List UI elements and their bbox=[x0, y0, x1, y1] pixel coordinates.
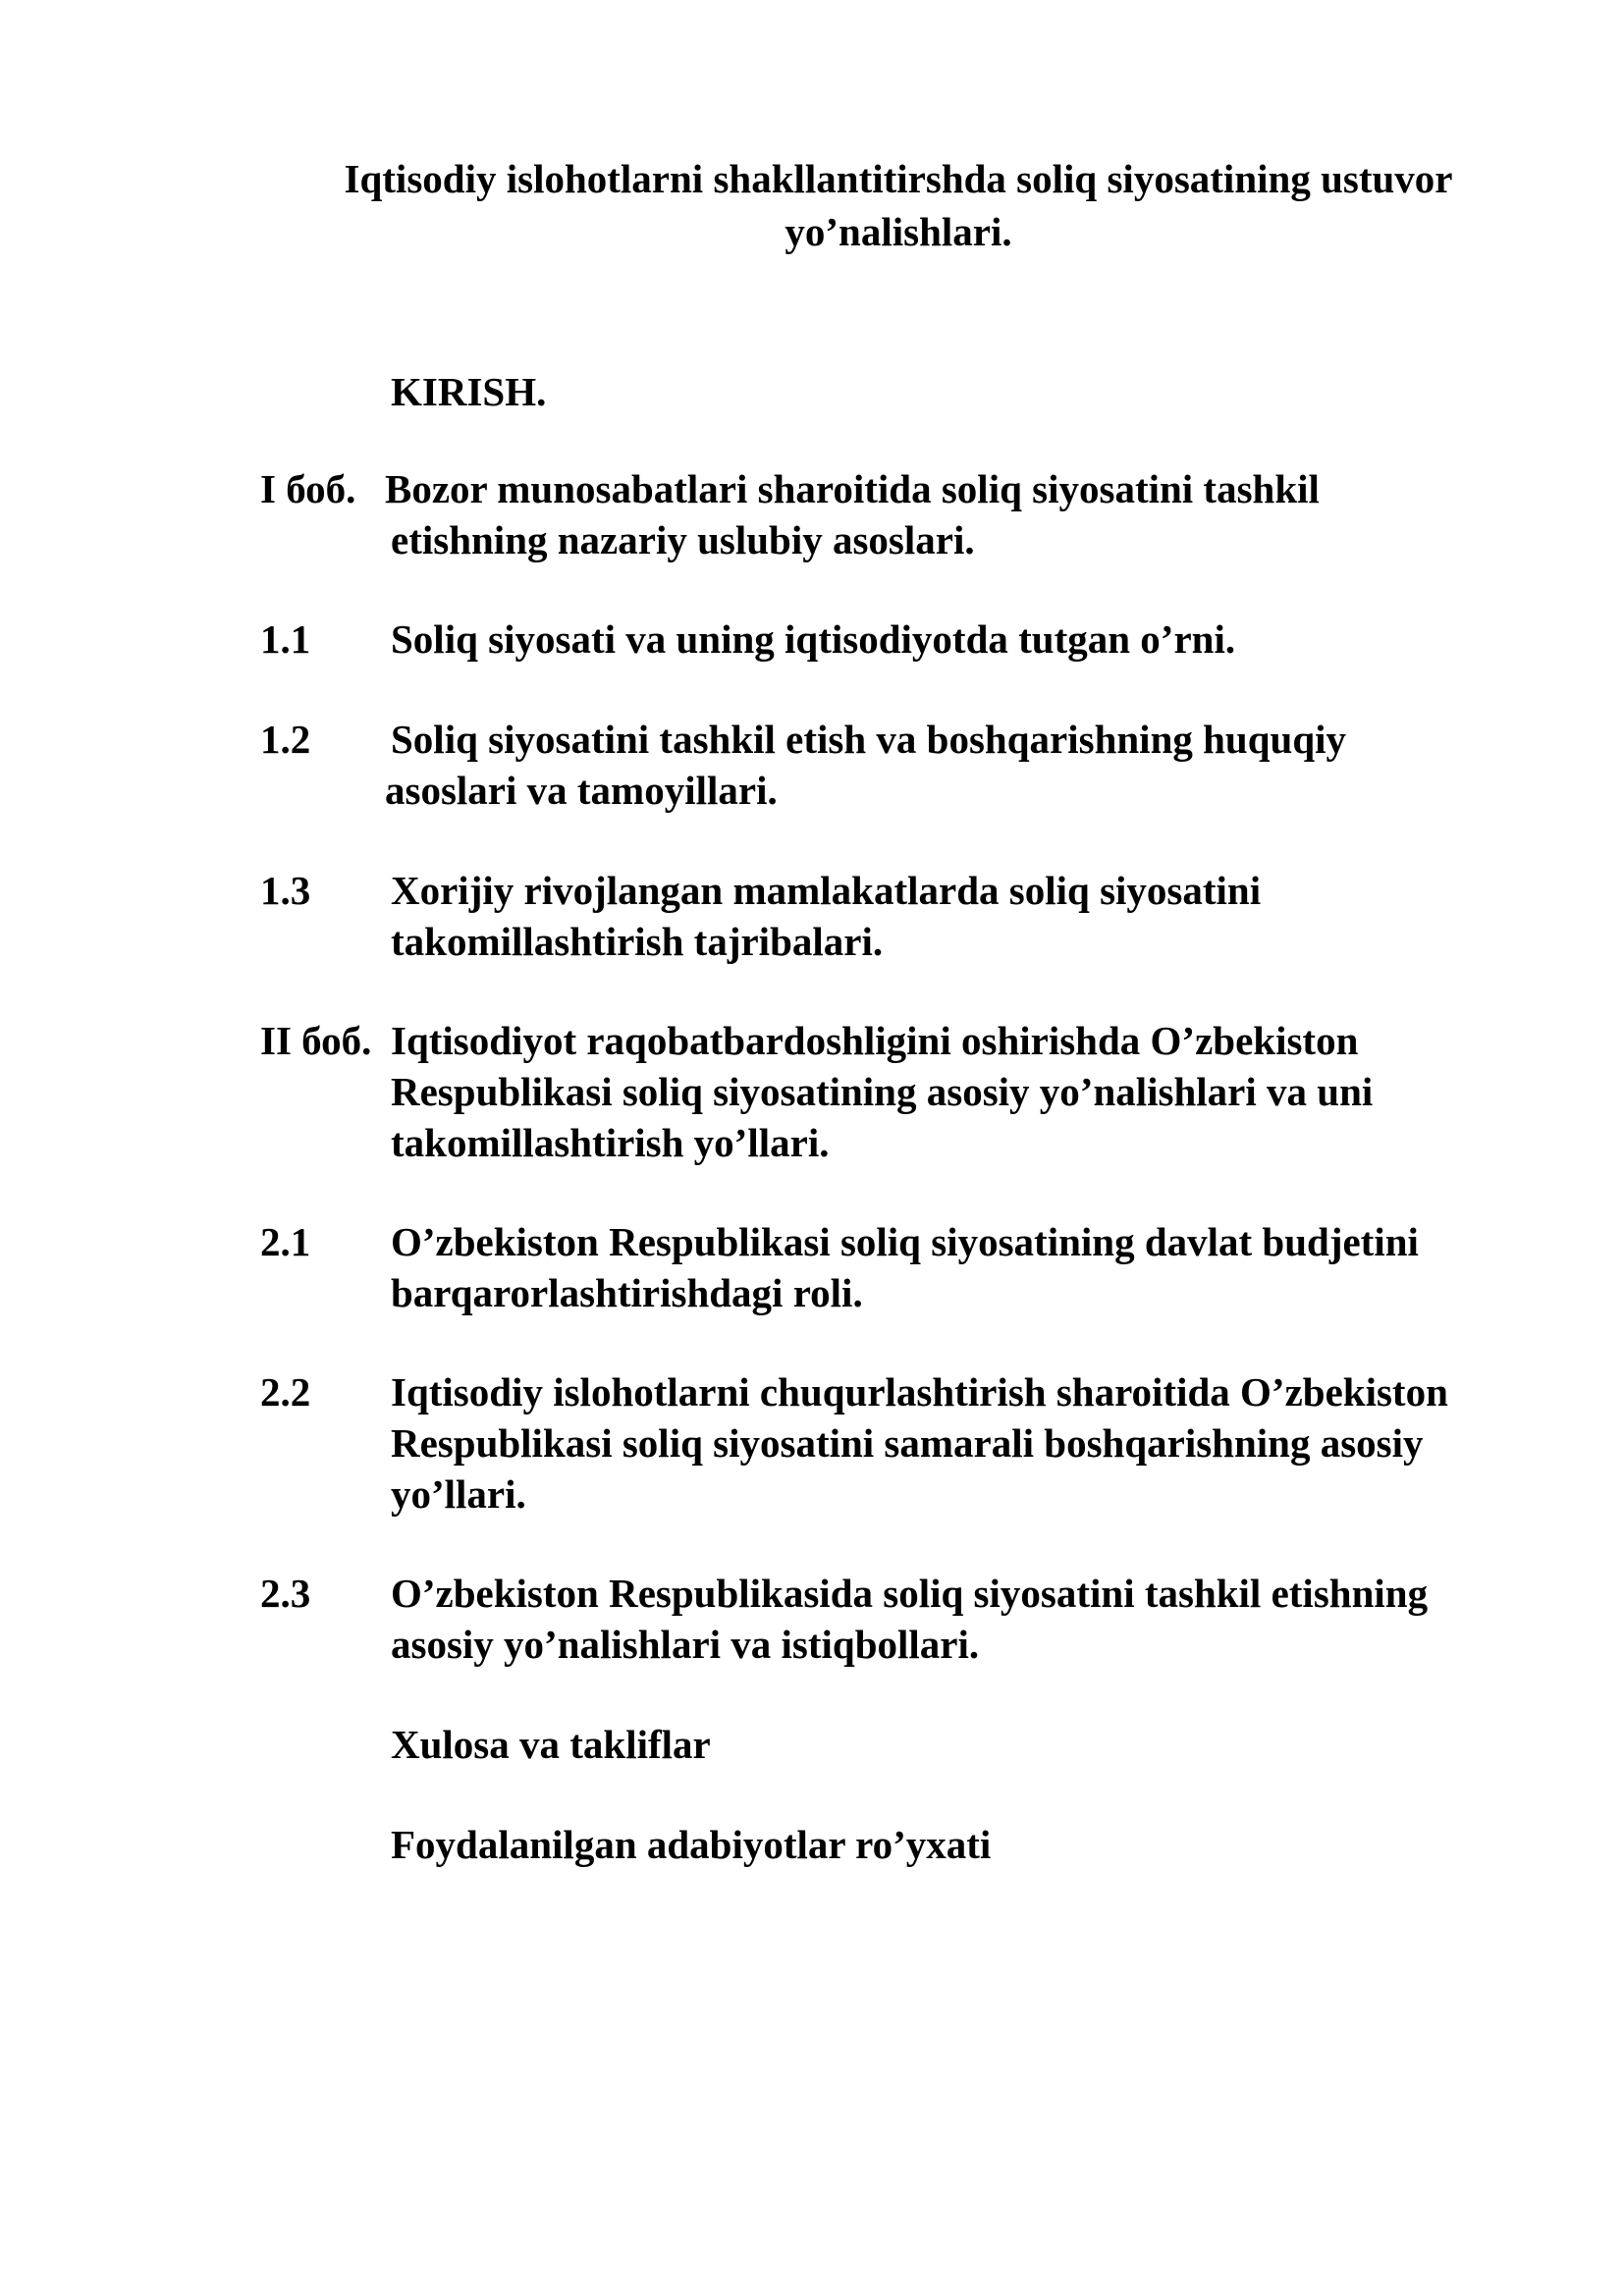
toc-section-2-3-line-1: O’zbekiston Respublikasida soliq siyosatini tashkil etishning bbox=[391, 1571, 1429, 1616]
toc-chapter-2-line-1: Iqtisodiyot raqobatbardoshligini oshirishda O’zbekiston bbox=[391, 1018, 1359, 1063]
toc-section-1-3-number: 1.3 bbox=[260, 868, 311, 913]
toc-section-2-3-number: 2.3 bbox=[260, 1571, 311, 1616]
toc-conclusion-text: Xulosa va takliflar bbox=[391, 1722, 711, 1767]
toc-section-2-1-number: 2.1 bbox=[260, 1219, 311, 1264]
toc-section-2-1-line-2: barqarorlashtirishdagi roli. bbox=[391, 1270, 863, 1315]
toc-section-2-1-line-1: O’zbekiston Respublikasi soliq siyosatining davlat budjetini bbox=[391, 1219, 1419, 1264]
title-line-2: yo’nalishlari. bbox=[784, 209, 1012, 254]
toc-section-2-2-line-1: Iqtisodiy islohotlarni chuqurlashtirish sharoitida O’zbekiston bbox=[391, 1369, 1448, 1415]
toc-section-2-3-text bbox=[391, 1568, 1566, 1670]
toc-section-2-2-line-3: yo’llari. bbox=[391, 1471, 526, 1517]
toc-section-2-3-line-2: asosiy yo’nalishlari va istiqbollari. bbox=[391, 1622, 980, 1667]
toc-intro-text: KIRISH. bbox=[391, 369, 547, 414]
title-line-1: Iqtisodiy islohotlarni shakllantitirshda soliq siyosatining ustuvor bbox=[344, 156, 1453, 201]
toc-section-1-2-line-2: asoslari va tamoyillari. bbox=[385, 768, 778, 813]
toc-section-1-2-line-1: Soliq siyosatini tashkil etish va boshqarishning huquqiy bbox=[391, 717, 1347, 762]
toc-chapter-2-line-3: takomillashtirish yo’llari. bbox=[391, 1120, 830, 1165]
toc-section-2-2-line-2: Respublikasi soliq siyosatini samarali boshqarishning asosiy bbox=[391, 1420, 1424, 1466]
toc-chapter-2-text bbox=[260, 1015, 1435, 1168]
toc-section-1-3-line-2: takomillashtirish tajribalari. bbox=[391, 919, 884, 964]
toc-section-1-3-line-1: Xorijiy rivojlangan mamlakatlarda soliq siyosatini bbox=[391, 868, 1262, 913]
toc-chapter-1-number: I боб. bbox=[260, 466, 356, 511]
toc-section-2-2-number: 2.2 bbox=[260, 1369, 311, 1415]
toc-section-1-2-text bbox=[385, 714, 1566, 816]
toc-section-1-1-text bbox=[391, 614, 1566, 665]
toc-references-text: Foydalanilgan adabiyotlar ro’yxati bbox=[391, 1822, 992, 1867]
toc-chapter-2-line-2: Respublikasi soliq siyosatining asosiy yo’nalishlari va uni bbox=[391, 1069, 1374, 1114]
toc-section-1-3-text bbox=[391, 865, 1566, 967]
toc-section-2-1-text bbox=[391, 1216, 1566, 1318]
toc-chapter-1-line-1: Bozor munosabatlari sharoitida soliq siyosatini tashkil bbox=[385, 466, 1320, 511]
toc-chapter-1-line-2: etishning nazariy uslubiy asoslari. bbox=[391, 517, 975, 562]
document-title bbox=[260, 152, 1537, 258]
toc-chapter-1-text bbox=[260, 463, 1435, 565]
toc-section-1-2-number: 1.2 bbox=[260, 717, 311, 762]
toc-section-1-1-number: 1.1 bbox=[260, 616, 311, 662]
toc-section-2-2-text bbox=[391, 1366, 1566, 1520]
toc-chapter-2-number: II боб. bbox=[260, 1018, 372, 1063]
toc-section-1-1-line-1: Soliq siyosati va uning iqtisodiyotda tutgan o’rni. bbox=[391, 616, 1236, 662]
